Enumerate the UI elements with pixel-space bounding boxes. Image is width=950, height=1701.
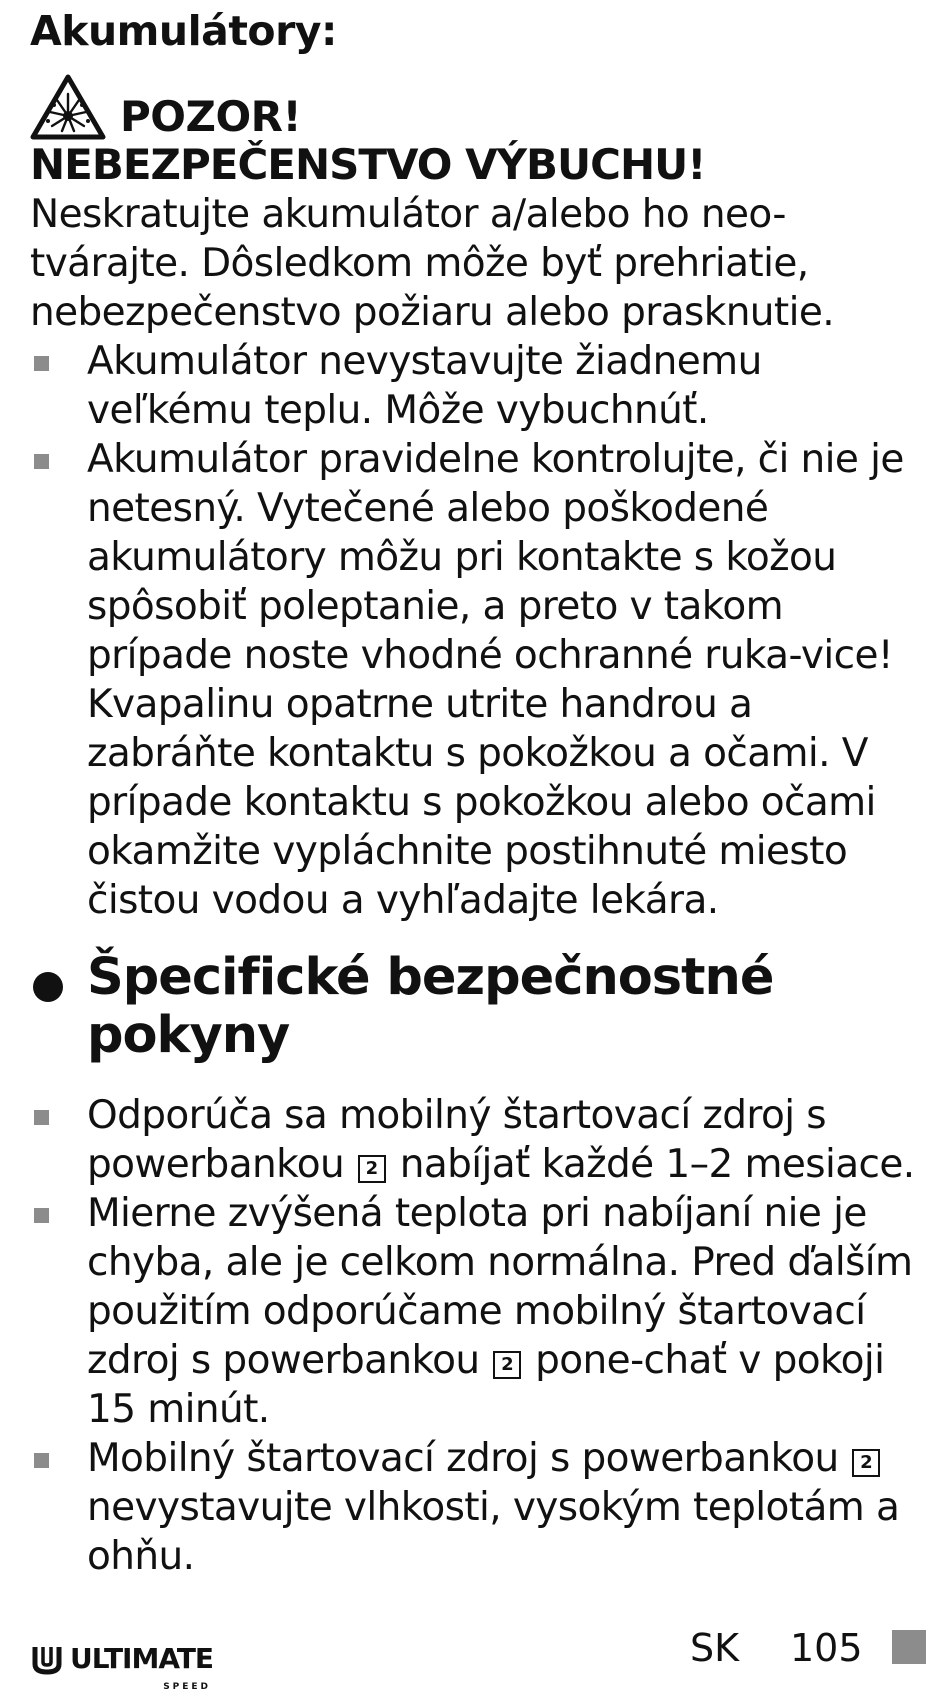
list-item: Akumulátor pravidelne kontrolujte, či nie je netesný. Vytečené alebo poškodené akumulátory môžu pri kontakte s kožou spôsobiť poleptanie, a preto v takom prípade noste vhodné ochranné ruka-vice! Kvapalinu opatrne utrite handrou a zabráňte kontaktu s pokožkou a očami. V prípade kontaktu s pokožkou alebo očami okamžite vypláchnite postihnuté miesto čistou vodou a vyhľadajte lekára. [30, 435, 930, 925]
section-title: Špecifické bezpečnostné pokyny [87, 948, 774, 1065]
manual-page [30, 6, 930, 1581]
reference-number-badge: 2 [852, 1449, 880, 1477]
brand-name: ULTIMATE SPEED [70, 1645, 213, 1673]
section-heading [30, 949, 930, 1065]
language-code: SK [690, 1626, 740, 1670]
battery-list [30, 337, 930, 925]
round-bullet-icon [33, 972, 63, 1002]
specific-list [30, 1091, 930, 1581]
square-bullet-icon [34, 454, 49, 469]
warning-subtitle: NEBEZPEČENSTVO VÝBUCHU! [30, 140, 706, 189]
square-bullet-icon [34, 1453, 49, 1468]
explosion-warning-icon [30, 74, 106, 140]
page-footer [30, 1620, 930, 1692]
warning-row [30, 60, 930, 140]
page-marker-square [892, 1630, 926, 1664]
brand-logo [30, 1642, 214, 1692]
intro-paragraph: Neskratujte akumulátor a/alebo ho neo-tvárajte. Dôsledkom môže byť prehriatie, nebezpečenstvo požiaru alebo prasknutie. [30, 192, 835, 335]
square-bullet-icon [34, 356, 49, 371]
ultimate-logo-icon [30, 1642, 64, 1676]
reference-number-badge: 2 [493, 1351, 521, 1379]
page-number: 105 [790, 1626, 863, 1670]
brand-subname: SPEED [163, 1682, 212, 1692]
square-bullet-icon [34, 1110, 49, 1125]
list-item: Akumulátor nevystavujte žiadnemu veľkému teplu. Môže vybuchnúť. [30, 337, 930, 435]
square-bullet-icon [34, 1208, 49, 1223]
heading-batteries: Akumulátory: [30, 7, 337, 55]
list-item: Mierne zvýšená teplota pri nabíjaní nie je chyba, ale je celkom normálna. Pred ďalším použitím odporúčame mobilný štartovací zdroj s powerbankou 2 pone-chať v pokoji 15 minút. [30, 1189, 930, 1434]
list-item: Mobilný štartovací zdroj s powerbankou 2 nevystavujte vlhkosti, vysokým teplotám a ohňu. [30, 1434, 930, 1581]
warning-title: POZOR! [120, 92, 302, 141]
list-item: Odporúča sa mobilný štartovací zdroj s powerbankou 2 nabíjať každé 1–2 mesiace. [30, 1091, 930, 1189]
reference-number-badge: 2 [358, 1155, 386, 1183]
